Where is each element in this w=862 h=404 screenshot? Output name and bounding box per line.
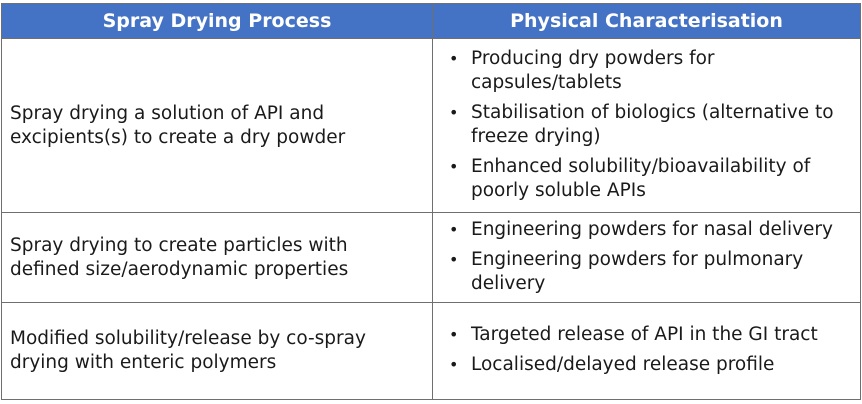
bullet-icon: •: [449, 48, 459, 68]
characterisation-cell: [433, 303, 861, 400]
header-physical-characterisation: Physical Characterisation: [433, 4, 861, 39]
list-item-text: Engineering powders for pulmonary delivery: [471, 248, 804, 294]
bullet-list: [433, 47, 860, 203]
spray-drying-table: [1, 3, 861, 400]
table-row: [2, 213, 861, 303]
table-row: [2, 303, 861, 400]
list-item: [449, 101, 860, 149]
process-cell: Spray drying a solution of API and excipients(s) to create a dry powder: [2, 39, 433, 213]
list-item-text: Stabilisation of biologics (alternative to freeze drying): [471, 101, 834, 147]
list-item-text: Localised/delayed release profile: [471, 354, 775, 375]
header-row: [2, 4, 861, 39]
bullet-icon: •: [449, 219, 459, 239]
process-cell: Modified solubility/release by co-spray drying with enteric polymers: [2, 303, 433, 400]
list-item-text: Producing dry powders for capsules/tablets: [471, 47, 715, 93]
bullet-icon: •: [449, 355, 459, 374]
characterisation-cell: [433, 39, 861, 213]
bullet-icon: •: [449, 102, 459, 122]
list-item-text: Engineering powders for nasal delivery: [471, 218, 833, 240]
bullet-list: [433, 218, 860, 296]
list-item: [449, 353, 860, 377]
list-item: [449, 218, 860, 242]
list-item-text: Enhanced solubility/bioavailability of poorly soluble APIs: [471, 155, 811, 201]
header-spray-drying-process: Spray Drying Process: [2, 4, 433, 39]
list-item: [449, 47, 860, 95]
list-item: [449, 155, 860, 203]
table-row: [2, 39, 861, 213]
list-item: [449, 323, 860, 347]
list-item: [449, 248, 860, 296]
bullet-icon: •: [449, 156, 459, 176]
process-cell: Spray drying to create particles with defined size/aerodynamic properties: [2, 213, 433, 303]
characterisation-cell: [433, 213, 861, 303]
bullet-list: [433, 323, 860, 377]
list-item-text: Targeted release of API in the GI tract: [471, 324, 818, 345]
bullet-icon: •: [449, 325, 459, 344]
bullet-icon: •: [449, 249, 459, 269]
